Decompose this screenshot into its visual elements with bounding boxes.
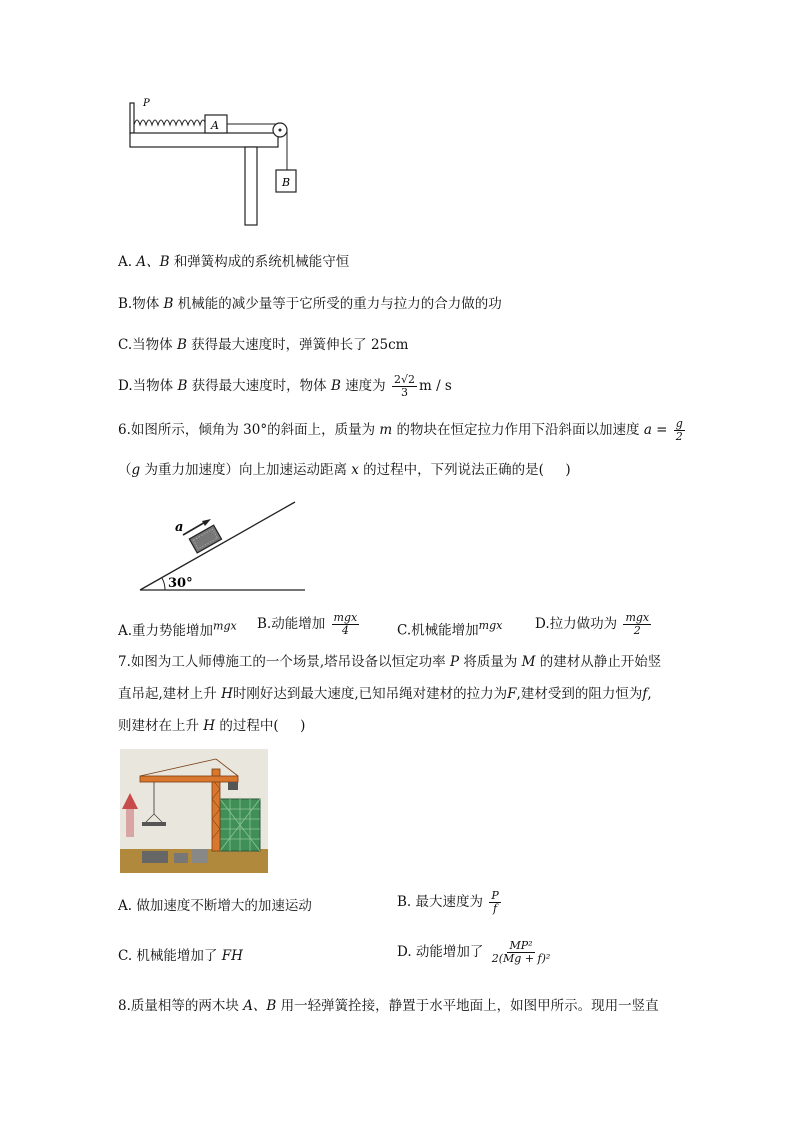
- q6-option-d: D.拉力做功为 $\frac{\text{mgx}}{2}$: [535, 611, 650, 637]
- q7-stem-line1: 7.如图为工人师傅施工的一个场景,塔吊设备以恒定功率 P 将质量为 M 的建材从静止开始竖: [118, 654, 662, 670]
- q7-stem-line3: 则建材在上升 H 的过程中( ): [118, 718, 306, 734]
- figure1-label-b: B: [282, 176, 291, 189]
- q5-speed-fraction: $\frac{2√2}{3}$: [393, 373, 415, 399]
- incline-figure: [135, 500, 315, 595]
- q7-option-a: A. 做加速度不断增大的加速运动: [118, 898, 312, 914]
- q6-option-c: C.机械能增加$^{mgx}$: [397, 619, 503, 639]
- q5-option-b: B.物体 B 机械能的减少量等于它所受的重力与拉力的合力做的功: [118, 296, 502, 312]
- crane-figure: [120, 749, 268, 873]
- q6-accel-fraction: $\frac{g}{2}$: [675, 417, 683, 443]
- incline-angle-label: 30°: [168, 576, 193, 591]
- figure1-label-p: P: [143, 98, 150, 109]
- q5-option-c: C.当物体 B 获得最大速度时，弹簧伸长了 25cm: [118, 337, 409, 353]
- q6-options-row: [118, 616, 237, 641]
- spring-pulley-figure: [125, 95, 305, 230]
- q7-stem-line2: 直吊起,建材上升 H时刚好达到最大速度,已知吊绳对建材的拉力为F,建材受到的阻力恒为f,: [118, 686, 652, 702]
- q8-stem-line1: 8.质量相等的两木块 A、B 用一轻弹簧拴接，静置于水平地面上，如图甲所示。现用一竖直: [118, 998, 659, 1014]
- q6-option-b: B.动能增加 $\frac{\text{mgx}}{4}$: [257, 611, 358, 637]
- q6-stem-line2: （g 为重力加速度）向上加速运动距离 x 的过程中，下列说法正确的是( ): [118, 462, 571, 478]
- q7-option-d: D. 动能增加了 $\frac{\text{MP²}}{\text{2(Mg + f)²}}$: [397, 939, 551, 965]
- q5-option-a: A. A、B 和弹簧构成的系统机械能守恒: [118, 254, 350, 270]
- q7-option-c: C. 机械能增加了 FH: [118, 948, 243, 964]
- q5-option-d: D.当物体 B 获得最大速度时，物体 B 速度为 $\frac{2√2}{3}$ m / s: [118, 373, 452, 399]
- q7-option-b: B. 最大速度为 $\frac{P}{f}$: [397, 889, 499, 915]
- q6-stem-line1: 6.如图所示，倾角为 30°的斜面上，质量为 m 的物块在恒定拉力作用下沿斜面以加速度 a = $\frac{g}{2}$: [118, 417, 683, 443]
- q6-option-a: A.重力势能增加$^{mgx}$: [118, 619, 237, 639]
- figure1-label-a: A: [211, 119, 219, 132]
- incline-accel-label: a: [175, 520, 184, 535]
